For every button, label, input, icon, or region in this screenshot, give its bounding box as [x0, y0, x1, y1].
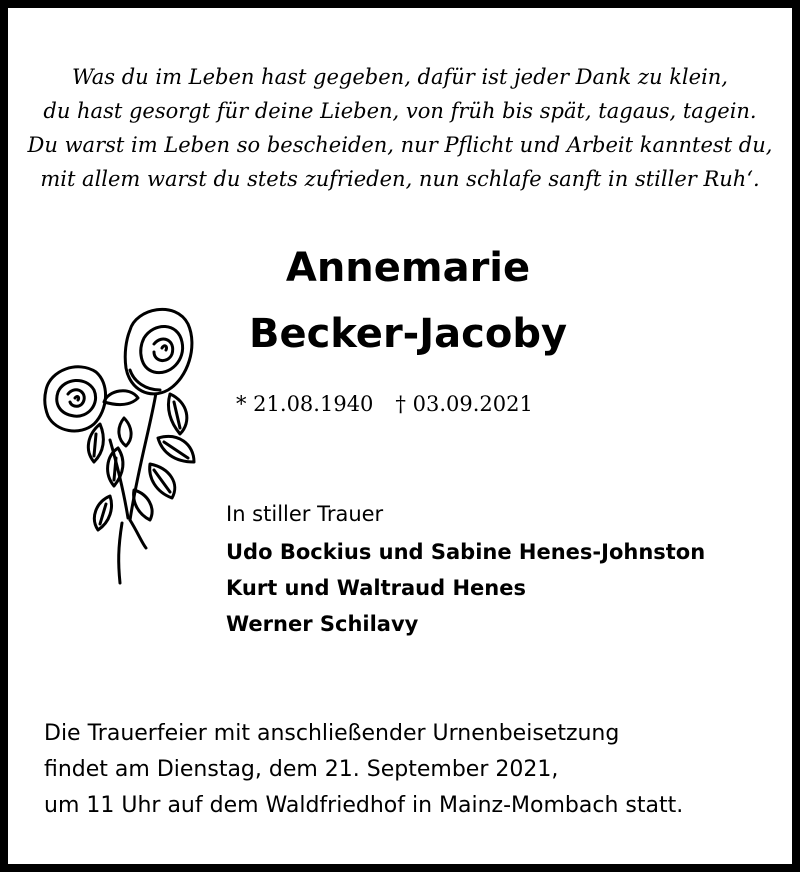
- birth-date: * 21.08.1940: [236, 392, 374, 416]
- deceased-first-name: Annemarie: [285, 245, 531, 291]
- deceased-last-name: Becker-Jacoby: [248, 311, 568, 357]
- death-date: † 03.09.2021: [395, 392, 533, 416]
- poem-line: Was du im Leben hast gegeben, dafür ist jeder Dank zu klein,: [72, 65, 728, 89]
- poem: [16, 60, 784, 196]
- funeral-service-notice: [44, 716, 683, 824]
- service-line: findet am Dienstag, dem 21. September 2021,: [44, 757, 559, 782]
- poem-line: mit allem warst du stets zufrieden, nun schlafe sanft in stiller Ruh‘.: [40, 167, 760, 191]
- mourner-family: Udo Bockius und Sabine Henes-Johnston: [226, 540, 706, 564]
- service-line: um 11 Uhr auf dem Waldfriedhof in Mainz-Mombach statt.: [44, 793, 684, 818]
- poem-line: Du warst im Leben so bescheiden, nur Pflicht und Arbeit kanntest du,: [27, 133, 773, 157]
- mourning-intro: In stiller Trauer: [226, 502, 384, 526]
- service-line: Die Trauerfeier mit anschließender Urnenbeisetzung: [44, 721, 620, 746]
- roses-icon: [38, 298, 203, 588]
- mourner-family: Kurt und Waltraud Henes: [226, 576, 526, 600]
- life-dates: [236, 392, 533, 416]
- mourner-family: Werner Schilavy: [226, 612, 419, 636]
- poem-line: du hast gesorgt für deine Lieben, von früh bis spät, tagaus, tagein.: [43, 99, 757, 123]
- mourners-block: [226, 500, 705, 638]
